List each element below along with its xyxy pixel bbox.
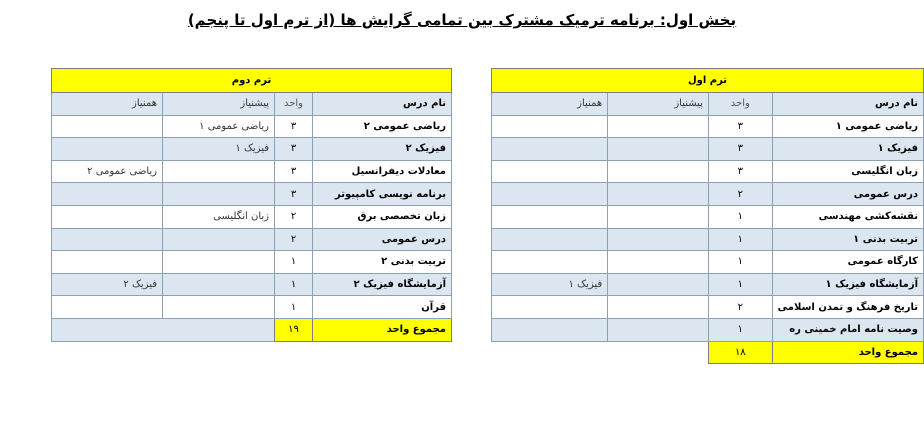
term2-table bbox=[51, 68, 452, 342]
col-course-name: نام درس bbox=[772, 93, 923, 116]
course-units: ۳ bbox=[708, 115, 772, 138]
col-units: واحد bbox=[275, 93, 313, 116]
total-row bbox=[52, 318, 452, 341]
course-name: فیزیک ۲ bbox=[313, 138, 452, 161]
table-row bbox=[492, 138, 924, 161]
course-name: درس عمومی bbox=[313, 228, 452, 251]
total-label: مجموع واحد bbox=[313, 318, 452, 341]
course-name: معادلات دیفرانسیل bbox=[313, 160, 452, 183]
course-units: ۳ bbox=[275, 115, 313, 138]
course-prereq bbox=[608, 228, 709, 251]
course-units: ۱ bbox=[708, 228, 772, 251]
course-units: ۱ bbox=[708, 251, 772, 274]
col-units: واحد bbox=[708, 93, 772, 116]
table-row bbox=[52, 183, 452, 206]
course-prereq bbox=[608, 115, 709, 138]
table-row bbox=[52, 273, 452, 296]
table-row bbox=[52, 138, 452, 161]
table-row bbox=[492, 183, 924, 206]
course-units: ۲ bbox=[708, 183, 772, 206]
course-units: ۲ bbox=[708, 296, 772, 319]
course-prereq bbox=[163, 183, 275, 206]
course-prereq bbox=[163, 251, 275, 274]
col-course-name: نام درس bbox=[313, 93, 452, 116]
course-name: تاریخ فرهنگ و تمدن اسلامی bbox=[772, 296, 923, 319]
course-name: تربیت بدنی ۱ bbox=[772, 228, 923, 251]
course-prereq bbox=[163, 273, 275, 296]
course-coreq bbox=[52, 251, 163, 274]
course-prereq bbox=[163, 160, 275, 183]
course-coreq bbox=[492, 296, 608, 319]
course-name: نقشه‌کشی مهندسی bbox=[772, 205, 923, 228]
course-prereq bbox=[608, 160, 709, 183]
course-units: ۱ bbox=[708, 205, 772, 228]
course-units: ۱ bbox=[708, 273, 772, 296]
course-coreq bbox=[52, 138, 163, 161]
course-prereq bbox=[163, 228, 275, 251]
course-prereq bbox=[608, 183, 709, 206]
course-units: ۳ bbox=[275, 160, 313, 183]
course-name: کارگاه عمومی bbox=[772, 251, 923, 274]
course-coreq bbox=[492, 115, 608, 138]
col-prereq: پیشنیاز bbox=[163, 93, 275, 116]
course-units: ۳ bbox=[275, 183, 313, 206]
course-name: ریاضی عمومی ۲ bbox=[313, 115, 452, 138]
course-prereq bbox=[608, 318, 709, 341]
course-prereq bbox=[608, 296, 709, 319]
course-units: ۳ bbox=[708, 138, 772, 161]
course-coreq bbox=[52, 115, 163, 138]
col-prereq: پیشنیاز bbox=[608, 93, 709, 116]
course-units: ۲ bbox=[275, 205, 313, 228]
term1-title: ترم اول bbox=[492, 69, 924, 93]
total-units: ۱۹ bbox=[275, 318, 313, 341]
total-row bbox=[492, 341, 924, 364]
table-row bbox=[52, 115, 452, 138]
course-coreq bbox=[52, 205, 163, 228]
table-row bbox=[52, 160, 452, 183]
table-row bbox=[492, 228, 924, 251]
table-row bbox=[492, 318, 924, 341]
table-row bbox=[52, 251, 452, 274]
course-prereq: ریاضی عمومی ۱ bbox=[163, 115, 275, 138]
course-units: ۱ bbox=[275, 273, 313, 296]
course-coreq bbox=[492, 183, 608, 206]
term1-table bbox=[491, 68, 924, 364]
course-prereq bbox=[608, 273, 709, 296]
course-coreq: فیزیک ۲ bbox=[52, 273, 163, 296]
course-name: زبان انگلیسی bbox=[772, 160, 923, 183]
course-coreq bbox=[492, 228, 608, 251]
table-row bbox=[492, 251, 924, 274]
course-coreq bbox=[52, 296, 163, 319]
course-prereq bbox=[608, 138, 709, 161]
course-prereq bbox=[163, 296, 275, 319]
table-row bbox=[492, 296, 924, 319]
course-prereq: زبان انگلیسی bbox=[163, 205, 275, 228]
course-units: ۱ bbox=[275, 251, 313, 274]
course-units: ۳ bbox=[275, 138, 313, 161]
table-row bbox=[492, 205, 924, 228]
col-coreq: همنیاز bbox=[492, 93, 608, 116]
term2-title: ترم دوم bbox=[52, 69, 452, 93]
course-name: تربیت بدنی ۲ bbox=[313, 251, 452, 274]
course-coreq bbox=[52, 228, 163, 251]
course-prereq bbox=[608, 205, 709, 228]
course-name: وصیت نامه امام خمینی ره bbox=[772, 318, 923, 341]
course-name: آزمایشگاه فیزیک ۲ bbox=[313, 273, 452, 296]
course-prereq bbox=[608, 251, 709, 274]
table-row bbox=[492, 160, 924, 183]
course-coreq: فیزیک ۱ bbox=[492, 273, 608, 296]
course-name: آزمایشگاه فیزیک ۱ bbox=[772, 273, 923, 296]
table-row bbox=[492, 115, 924, 138]
course-coreq bbox=[492, 251, 608, 274]
course-coreq bbox=[492, 138, 608, 161]
page-title: بخش اول: برنامه ترمیک مشترک بین تمامی گرایش ها (از ترم اول تا پنجم) bbox=[187, 11, 737, 29]
course-name: برنامه نویسی کامپیوتر bbox=[313, 183, 452, 206]
table-row bbox=[52, 228, 452, 251]
total-label: مجموع واحد bbox=[772, 341, 923, 364]
course-name: ریاضی عمومی ۱ bbox=[772, 115, 923, 138]
course-coreq bbox=[492, 205, 608, 228]
col-coreq: همنیاز bbox=[52, 93, 163, 116]
course-units: ۲ bbox=[275, 228, 313, 251]
course-units: ۳ bbox=[708, 160, 772, 183]
course-units: ۱ bbox=[275, 296, 313, 319]
course-name: قرآن bbox=[313, 296, 452, 319]
course-prereq: فیزیک ۱ bbox=[163, 138, 275, 161]
table-row bbox=[52, 296, 452, 319]
course-coreq bbox=[492, 318, 608, 341]
course-name: فیزیک ۱ bbox=[772, 138, 923, 161]
course-coreq bbox=[52, 183, 163, 206]
total-units: ۱۸ bbox=[708, 341, 772, 364]
course-coreq: ریاضی عمومی ۲ bbox=[52, 160, 163, 183]
table-row bbox=[492, 273, 924, 296]
course-units: ۱ bbox=[708, 318, 772, 341]
course-name: درس عمومی bbox=[772, 183, 923, 206]
table-row bbox=[52, 205, 452, 228]
course-coreq bbox=[492, 160, 608, 183]
course-name: زبان تخصصی برق bbox=[313, 205, 452, 228]
